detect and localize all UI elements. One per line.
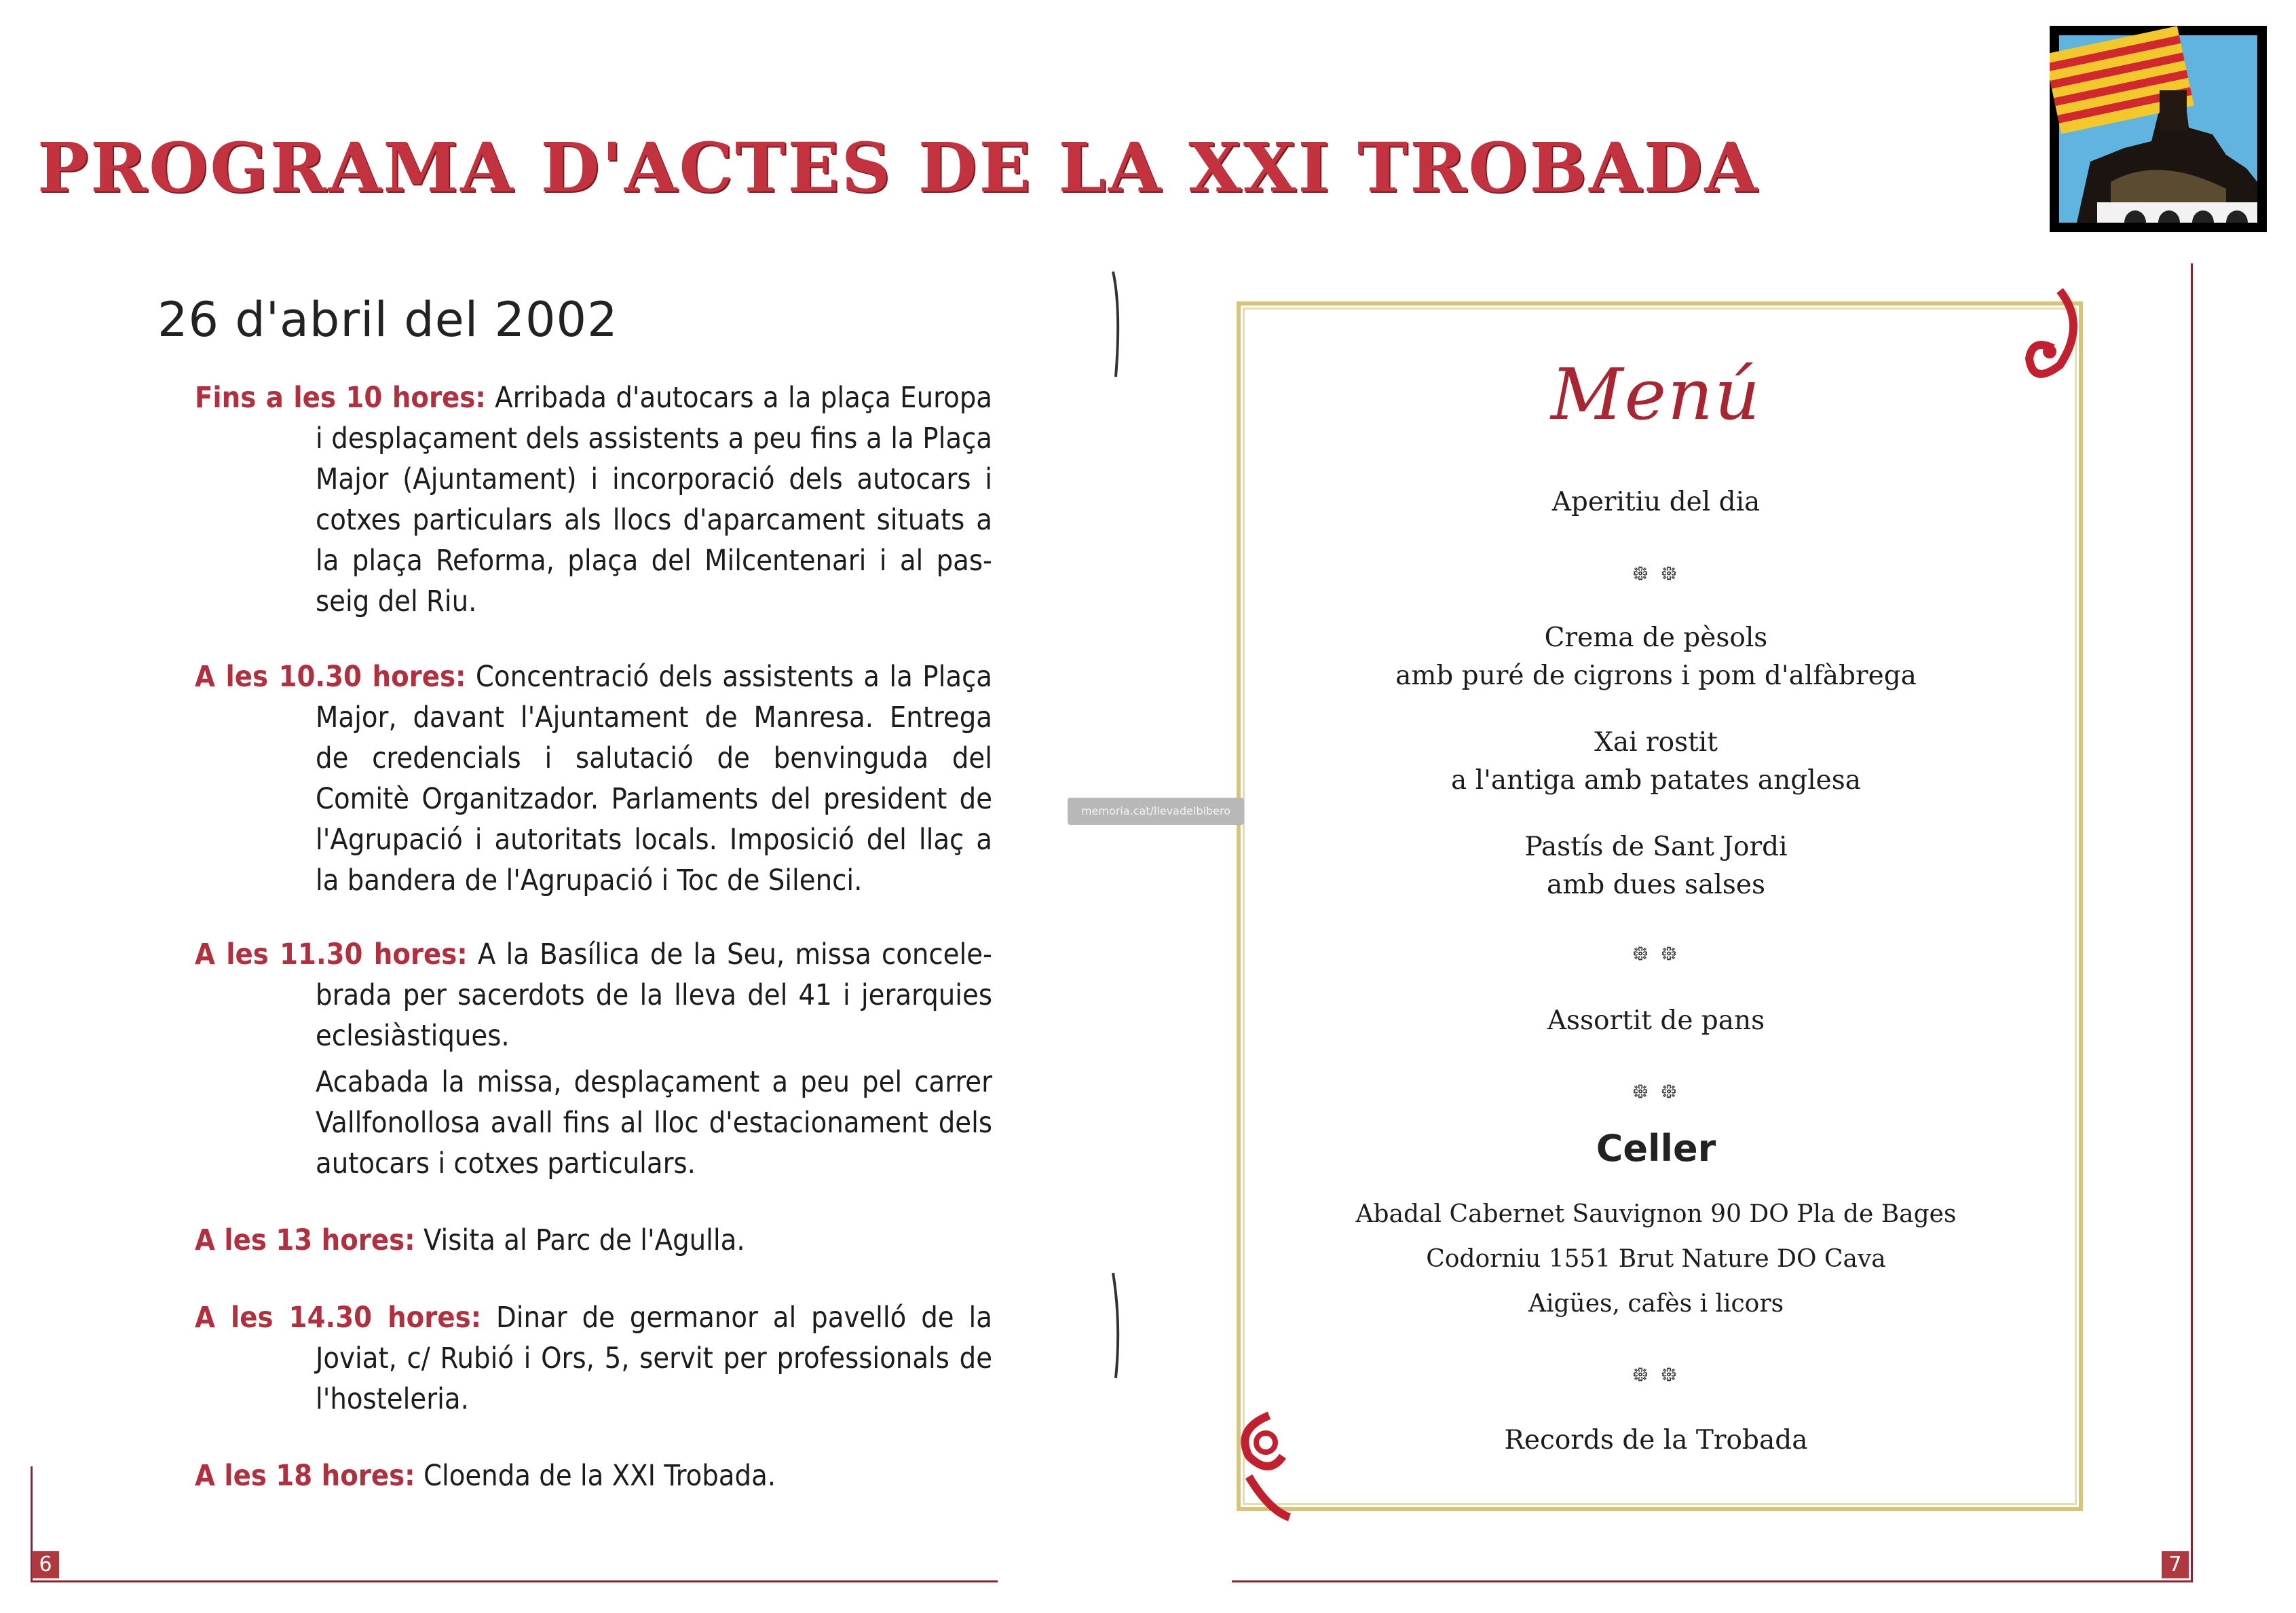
entry-time: A les 10.30 hores: [195, 660, 466, 694]
program-date: 26 d'abril del 2002 [157, 292, 618, 348]
ornament-icon: ᪥ ᪥ [1632, 1360, 1680, 1386]
entry-text: Concentració dels assistents a la Plaça Major, davant l'Ajuntament de Manresa. Entrega de credencials i salutació de benvinguda del Comitè Organitzador. Parlaments del president de l'Agrupació i autoritats locals. Imposició del llaç a la bandera de l'Agrupació i Toc de Silenci. [316, 660, 992, 897]
ornament-icon: ᪥ ᪥ [1632, 940, 1680, 965]
dish-1-name: Crema de pèsols [1544, 623, 1768, 653]
program-entry-2 [195, 656, 992, 901]
page-number-left: 6 [32, 1551, 59, 1578]
program-entry-5 [195, 1297, 992, 1420]
left-page-bottom-rule [31, 1580, 998, 1582]
entry-text: Cloenda de la XXI Trobada. [415, 1459, 776, 1493]
catalan-flag-church-icon [2050, 26, 2267, 232]
staple-icon [1106, 1269, 1127, 1385]
entry-extra-text: Acabada la missa, desplaçament a peu pel carrer Vallfonollosa avall fins al lloc d'estacionament dels autocars i cotxes particulars. [316, 1065, 992, 1181]
menu-records: Records de la Trobada [1504, 1425, 1808, 1456]
program-entry-6 [195, 1456, 992, 1496]
right-page-rule [2191, 263, 2193, 1582]
menu-pans: Assortit de pans [1547, 1005, 1765, 1036]
ornament-icon: ᪥ ᪥ [1632, 1077, 1680, 1103]
entry-text: Visita al Parc de l'Agulla. [415, 1223, 745, 1257]
menu-aperitiu: Aperitiu del dia [1551, 487, 1761, 517]
program-entry-3 [195, 934, 992, 1184]
dish-2-name: Xai rostit [1594, 727, 1718, 758]
ornament-icon: ᪥ ᪥ [1632, 559, 1680, 585]
entry-text: A la Basílica de la Seu, missa concele-brada per sacerdots de la lleva del 41 i jerarquies eclesiàstiques. [316, 938, 992, 1053]
right-page-bottom-rule [1232, 1580, 2193, 1582]
logo-image [2050, 26, 2267, 232]
program-entry-1 [195, 377, 992, 622]
entry-time: A les 13 hores: [195, 1223, 415, 1257]
dish-3-detail: amb dues salses [1546, 870, 1766, 900]
dish-2-detail: a l'antiga amb patates anglesa [1450, 765, 1862, 796]
entry-time: A les 18 hores: [195, 1459, 415, 1493]
page-number-right: 7 [2162, 1551, 2189, 1578]
entry-time: A les 11.30 hores: [195, 938, 468, 971]
staple-icon [1106, 268, 1127, 384]
menu-title: Menú [1551, 353, 1761, 436]
entry-text: Arribada d'autocars a la plaça Europa i desplaçament dels assistents a peu fins a la Plaça Major (Ajuntament) i incorporació dels autocars i cotxes particulars als llocs d'aparcament situats a la plaça Reforma, plaça del Milcentenari i al pas-seig del Riu. [316, 381, 993, 618]
celler-heading: Celler [1596, 1127, 1716, 1170]
watermark-label: memoria.cat/llevadelbibero [1068, 798, 1244, 825]
entry-time: Fins a les 10 hores: [195, 381, 486, 415]
entry-text: Dinar de germanor al pavelló de la Joviat, c/ Rubió i Ors, 5, servit per professionals de l'hosteleria. [316, 1301, 992, 1416]
wine-2: Codorniu 1551 Brut Nature DO Cava [1426, 1245, 1886, 1273]
page-title: PROGRAMA D'ACTES DE LA XXI TROBADA [37, 128, 1760, 208]
dish-1-detail: amb puré de cigrons i pom d'alfàbrega [1395, 661, 1917, 691]
dish-3-name: Pastís de Sant Jordi [1524, 832, 1788, 862]
wine-3: Aigües, cafès i licors [1528, 1290, 1784, 1318]
wine-1: Abadal Cabernet Sauvignon 90 DO Pla de Bages [1355, 1200, 1957, 1228]
program-entry-4 [195, 1220, 992, 1261]
entry-time: A les 14.30 hores: [195, 1301, 482, 1335]
